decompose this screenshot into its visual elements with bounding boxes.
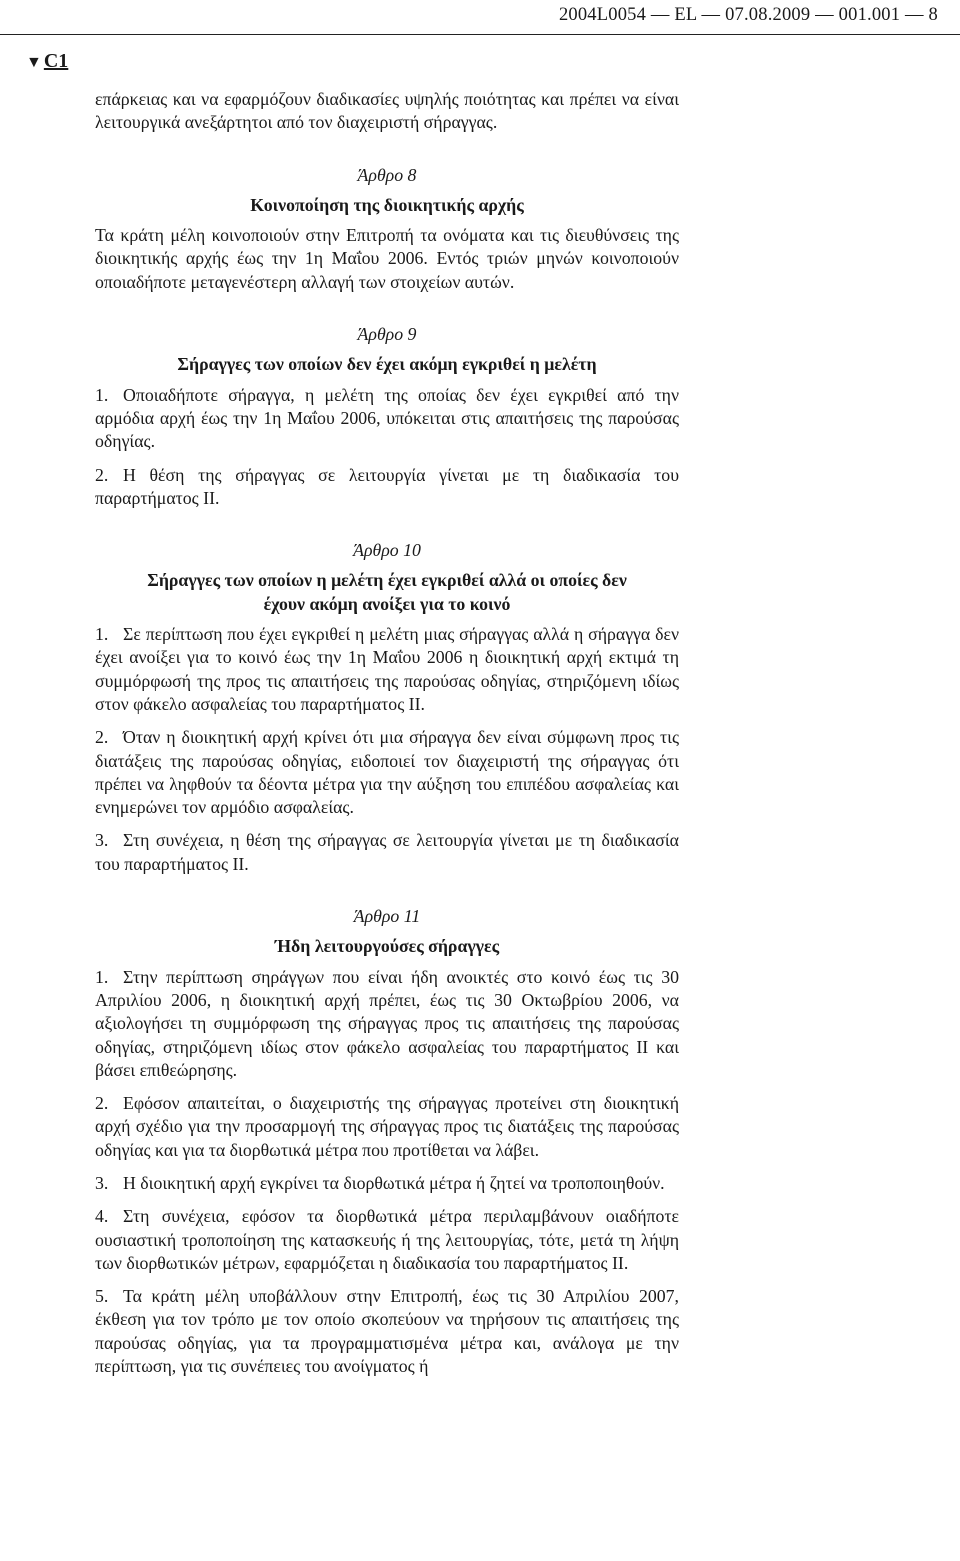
article-11-paragraph-5: [95, 1285, 679, 1378]
article-9-heading: Σήραγγες των οποίων δεν έχει ακόμη εγκριθεί η μελέτη: [177, 354, 597, 375]
paragraph-text: Τα κράτη μέλη υποβάλλουν στην Επιτροπή, έως τις 30 Απριλίου 2007, έκθεση για τον τρόπο με τον οποίο σκοπεύουν να τηρήσουν τις απαιτήσεις της παρούσας οδηγίας, για τα προγραμματισμένα μέτρα και, ανάλογα με την περίπτωση, για τις συνέπειες του ανοίγματος ή: [95, 1286, 679, 1377]
article-10-paragraph-1: [95, 623, 679, 716]
document-body: [95, 88, 679, 1378]
paragraph-number: 1.: [95, 384, 109, 405]
paragraph-text: Όταν η διοικητική αρχή κρίνει ότι μια σήραγγα δεν είναι σύμφωνη προς τις διατάξεις της παρούσας οδηγίας, ειδοποιεί τον διαχειριστή της σήραγγας ότι πρέπει να ληφθούν τα δέοντα μέτρα για την αύξηση του επιπέδου ασφαλείας και ενημερώνει τον αρμόδιο ασφαλείας.: [95, 727, 679, 818]
paragraph-number: 3.: [95, 830, 109, 851]
paragraph-text: Η θέση της σήραγγας σε λειτουργία γίνεται με τη διαδικασία του παραρτήματος II.: [95, 464, 679, 508]
amendment-code: C1: [43, 50, 69, 72]
paragraph-number: 4.: [95, 1206, 109, 1227]
heading-line-2: έχουν ακόμη ανοίξει για το κοινό: [263, 593, 511, 614]
article-10-title: Άρθρο 10: [353, 540, 421, 561]
paragraph-number: 2.: [95, 464, 109, 485]
article-8-paragraph: Τα κράτη μέλη κοινοποιούν στην Επιτροπή τα ονόματα και τις διευθύνσεις της διοικητικής αρχής έως την 1η Μαΐου 2006. Εντός τριών μηνών κοινοποιούν οποιαδήποτε μεταγενέστερη αλλαγή των στοιχείων αυτών.: [95, 225, 679, 292]
article-10-paragraph-2: [95, 726, 679, 819]
article-8-title: Άρθρο 8: [357, 164, 417, 185]
paragraph-text: Στη συνέχεια, εφόσον τα διορθωτικά μέτρα περιλαμβάνουν οιαδήποτε ουσιαστική τροποποίηση της κατασκευής ή της λειτουργίας, τότε, μετά τη λήψη των διορθωτικών μέτρων, εφαρμόζεται η διαδικασία του παραρτήματος II.: [95, 1206, 679, 1273]
paragraph-number: 5.: [95, 1286, 109, 1307]
article-11-title: Άρθρο 11: [353, 906, 421, 927]
paragraph-number: 1.: [95, 624, 109, 645]
intro-paragraph: επάρκειας και να εφαρμόζουν διαδικασίες υψηλής ποιότητας και πρέπει να είναι λειτουργικά ανεξάρτητοι από τον διαχειριστή σήραγγας.: [95, 89, 679, 133]
paragraph-text: Οποιαδήποτε σήραγγα, η μελέτη της οποίας δεν έχει εγκριθεί από την αρμόδια αρχή έως την 1η Μαΐου 2006, υπόκειται στις απαιτήσεις της παρούσας οδηγίας.: [95, 384, 679, 452]
article-11-paragraph-3: [95, 1172, 679, 1195]
article-10-heading: [95, 569, 679, 616]
paragraph-number: 1.: [95, 966, 109, 987]
document-reference: 2004L0054 — EL — 07.08.2009 — 001.001 — 8: [558, 5, 938, 25]
article-9-title: Άρθρο 9: [357, 324, 417, 345]
article-9-paragraph-2: [95, 464, 679, 511]
article-10-paragraph-3: [95, 829, 679, 876]
article-8-heading: Κοινοποίηση της διοικητικής αρχής: [250, 194, 524, 215]
paragraph-text: Εφόσον απαιτείται, ο διαχειριστής της σήραγγας προτείνει στη διοικητική αρχή σχέδιο για την προσαρμογή της σήραγγας προς τις διατάξεις της παρούσας οδηγίας και για τα διορθωτικά μέτρα που προτίθεται να λάβει.: [95, 1093, 679, 1160]
paragraph-number: 2.: [95, 727, 109, 748]
article-11-paragraph-1: [95, 966, 679, 1082]
article-9-paragraph-1: [95, 384, 679, 454]
paragraph-text: Στην περίπτωση σηράγγων που είναι ήδη ανοικτές στο κοινό έως τις 30 Απριλίου 2006, η διοικητική αρχή πρέπει, έως τις 30 Οκτωβρίου 2006, να αξιολογήσει τη συμμόρφωση της σήραγγας προς τις απαιτήσεις της παρούσας οδηγίας, στηριζόμενη ιδίως στον φάκελο ασφαλείας του παραρτήματος II και βάσει επιθεώρησης.: [95, 966, 679, 1080]
paragraph-text: Σε περίπτωση που έχει εγκριθεί η μελέτη μιας σήραγγας αλλά η σήραγγα δεν έχει ανοίξει για το κοινό έως την 1η Μαΐου 2006 η διοικητική αρχή εκτιμά τη συμμόρφωσή της προς τις απαιτήσεις της παρούσας οδηγίας, στηριζόμενη ιδίως στον φάκελο ασφαλείας του παραρτήματος II.: [95, 624, 679, 714]
article-11-heading: Ήδη λειτουργούσες σήραγγες: [274, 936, 500, 957]
triangle-down-icon: ▼: [26, 54, 42, 71]
article-11-paragraph-4: [95, 1205, 679, 1275]
paragraph-text: Στη συνέχεια, η θέση της σήραγγας σε λειτουργία γίνεται με τη διαδικασία του παραρτήματος II.: [95, 830, 679, 874]
amendment-marker: [26, 50, 68, 73]
paragraph-number: 2.: [95, 1093, 109, 1114]
page-header: [0, 0, 960, 35]
heading-line-1: Σήραγγες των οποίων η μελέτη έχει εγκριθεί αλλά οι οποίες δεν: [147, 570, 627, 591]
paragraph-number: 3.: [95, 1172, 109, 1193]
article-11-paragraph-2: [95, 1092, 679, 1162]
paragraph-text: Η διοικητική αρχή εγκρίνει τα διορθωτικά μέτρα ή ζητεί να τροποποιηθούν.: [123, 1172, 665, 1193]
